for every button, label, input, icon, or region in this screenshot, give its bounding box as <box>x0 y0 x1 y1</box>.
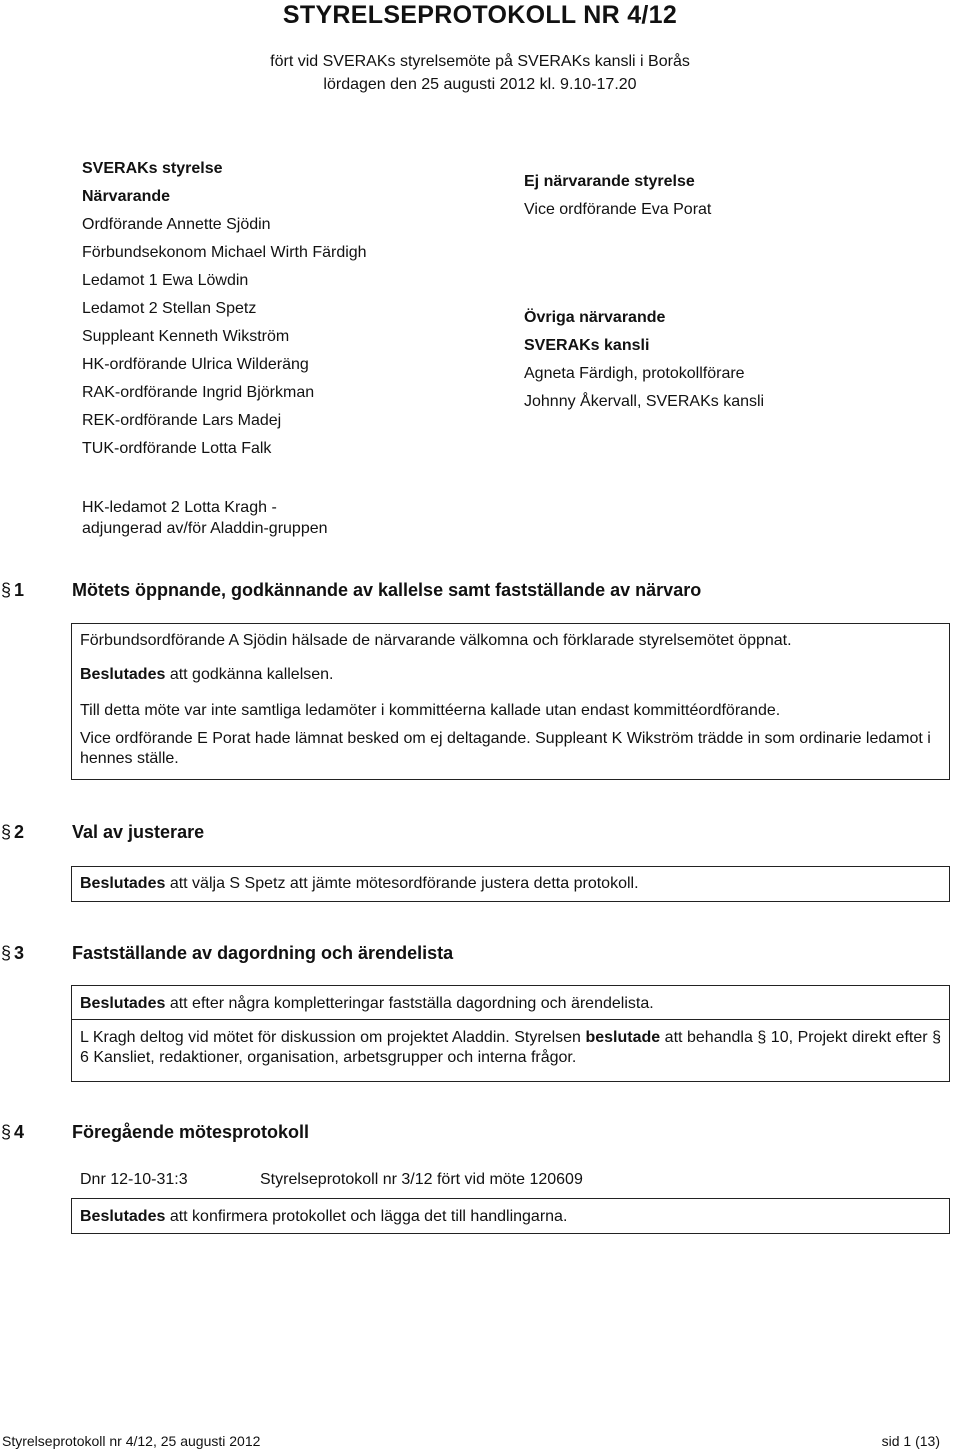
section3-decision <box>80 994 941 1014</box>
member-item: Ledamot 2 Stellan Spetz <box>82 300 257 317</box>
page-number: sid 1 (13) <box>881 1433 940 1449</box>
member-item: Förbundsekonom Michael Wirth Färdigh <box>82 244 367 261</box>
section-number: 4 <box>14 1122 25 1142</box>
section-title: Mötets öppnande, godkännande av kallelse samt fastställande av närvaro <box>72 580 702 600</box>
decision-text: att konfirmera protokollet och lägga det till handlingarna. <box>165 1208 568 1225</box>
section-title: Val av justerare <box>72 822 205 842</box>
section-symbol: § <box>1 1122 12 1142</box>
member-item: RAK-ordförande Ingrid Björkman <box>82 384 315 401</box>
absent-board-list <box>524 168 944 224</box>
document-subtitle-line1: fört vid SVERAKs styrelsemöte på SVERAKs kansli i Borås <box>270 53 690 70</box>
section4-content-box <box>71 1198 950 1234</box>
paragraph-text: . <box>571 1049 577 1066</box>
present-heading: Närvarande <box>82 188 171 205</box>
paragraph-reference: § 6 Kansliet, redaktioner, organisation, arbetsgrupper och interna frågor <box>80 1029 942 1066</box>
present-board-list <box>82 155 502 463</box>
office-member: Johnny Åkervall, SVERAKs kansli <box>524 393 765 410</box>
paragraph-text: att behandla <box>660 1029 758 1046</box>
section-symbol: § <box>1 943 12 963</box>
paragraph-reference: § 10, Projekt <box>757 1029 848 1046</box>
decision-text: att efter några kompletteringar fastställa dagordning och ärendelista. <box>165 995 654 1012</box>
other-present-list <box>524 304 944 416</box>
section-symbol: § <box>1 822 12 842</box>
section-title: Föregående mötesprotokoll <box>72 1122 310 1142</box>
section2-decision <box>80 874 941 894</box>
decision-text: att välja S Spetz att jämte mötesordförande justera detta protokoll. <box>165 875 639 892</box>
member-item: Ordförande Annette Sjödin <box>82 216 271 233</box>
section1-paragraph: Till detta möte var inte samtliga ledamöter i kommittéerna kallade utan endast kommittéordförande. <box>80 702 781 719</box>
member-item: Suppleant Kenneth Wikström <box>82 328 290 345</box>
section-number: 1 <box>14 580 25 600</box>
office-member: Agneta Färdigh, protokollförare <box>524 365 745 382</box>
section-number: 3 <box>14 943 25 963</box>
paragraph-text: L Kragh deltog vid mötet för diskussion om projektet Aladdin. Styrelsen <box>80 1029 586 1046</box>
member-item: TUK-ordförande Lotta Falk <box>82 440 272 457</box>
footer-document-info: Styrelseprotokoll nr 4/12, 25 augusti 2012 <box>2 1433 261 1449</box>
section3-decision-box <box>71 985 950 1020</box>
section1-paragraph: Vice ordförande E Porat hade lämnat besked om ej deltagande. Suppleant K Wikström trädde in som ordinarie ledamot i hennes ställe. <box>80 730 931 767</box>
section1-content-box <box>71 623 950 780</box>
section-title: Fastställande av dagordning och ärendelista <box>72 943 454 963</box>
adjunct-line1: HK-ledamot 2 Lotta Kragh - <box>82 499 277 516</box>
member-item: HK-ordförande Ulrica Wilderäng <box>82 356 309 373</box>
decision-inline: beslutade <box>585 1029 661 1046</box>
paragraph-text: direkt efter <box>847 1029 933 1046</box>
adjunct-member <box>82 497 502 539</box>
section2-content-box <box>71 866 950 902</box>
document-title: STYRELSEPROTOKOLL NR 4/12 <box>282 1 678 29</box>
member-item: REK-ordförande Lars Madej <box>82 412 282 429</box>
section3-paragraph <box>80 1028 941 1068</box>
decision-text: att godkänna kallelsen. <box>165 666 334 683</box>
decision-label: Beslutades <box>80 666 166 683</box>
board-heading: SVERAKs styrelse <box>82 160 223 177</box>
section1-decision <box>80 665 941 685</box>
member-item: Ledamot 1 Ewa Löwdin <box>82 272 249 289</box>
section4-decision <box>80 1207 941 1227</box>
adjunct-line2: adjungerad av/för Aladdin-gruppen <box>82 520 328 537</box>
office-heading: SVERAKs kansli <box>524 337 650 354</box>
absent-heading: Ej närvarande styrelse <box>524 173 695 190</box>
decision-label: Beslutades <box>80 1208 166 1225</box>
others-heading: Övriga närvarande <box>524 309 666 326</box>
referenced-document: Styrelseprotokoll nr 3/12 fört vid möte 120609 <box>260 1171 583 1188</box>
decision-label: Beslutades <box>80 875 166 892</box>
document-subtitle-line2: lördagen den 25 augusti 2012 kl. 9.10-17.20 <box>323 76 637 93</box>
section1-paragraph: Förbundsordförande A Sjödin hälsade de närvarande välkomna och förklarade styrelsemötet öppnat. <box>80 632 792 649</box>
section-number: 2 <box>14 822 25 842</box>
section3-content-box <box>71 1020 950 1082</box>
absent-member: Vice ordförande Eva Porat <box>524 201 712 218</box>
decision-label: Beslutades <box>80 995 166 1012</box>
document-reference-number: Dnr 12-10-31:3 <box>80 1171 188 1188</box>
section-symbol: § <box>1 580 12 600</box>
